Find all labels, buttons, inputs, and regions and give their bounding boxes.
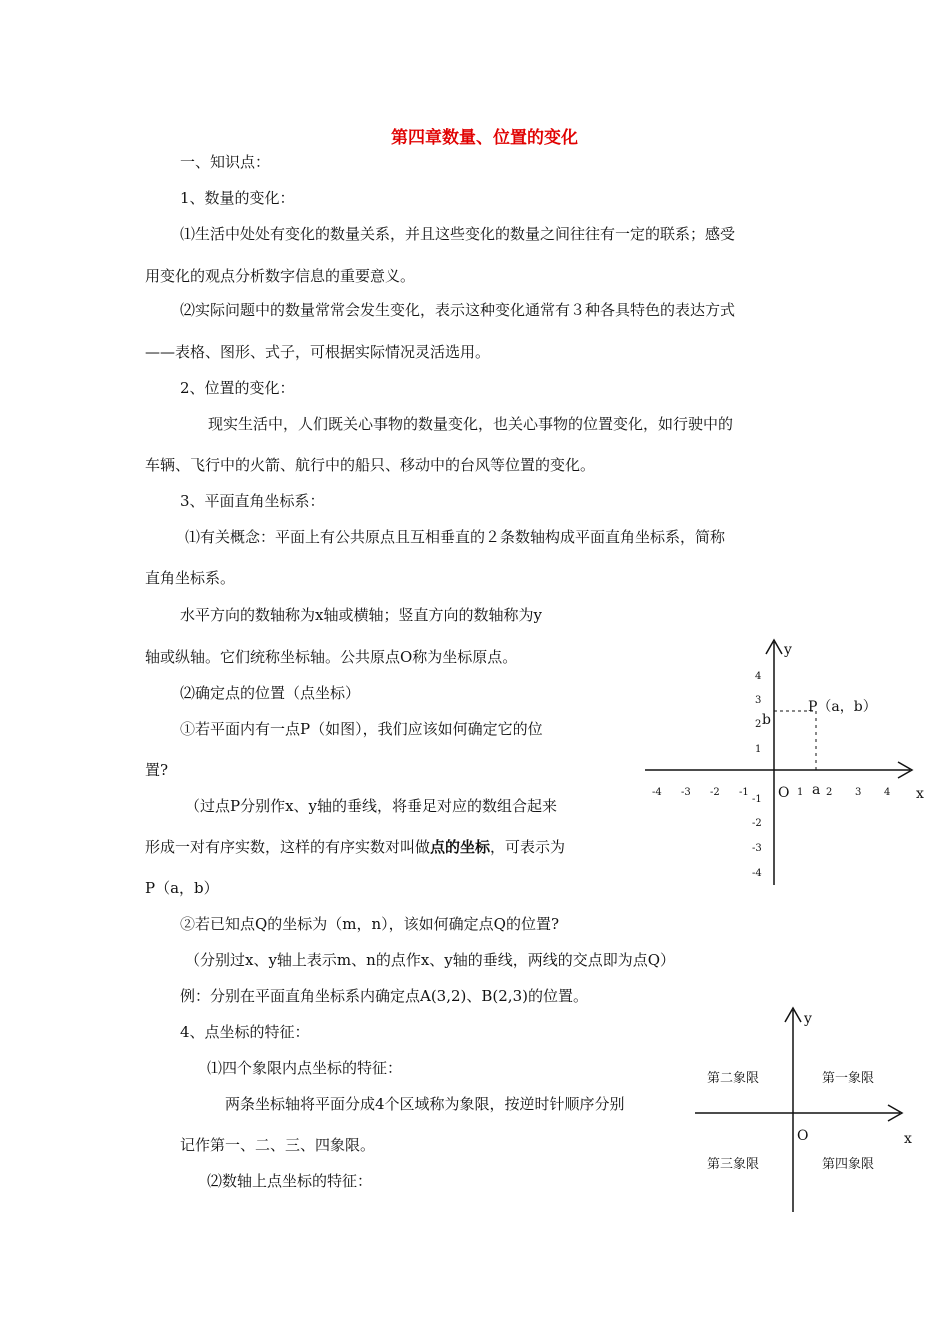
page-title: 第四章数量、位置的变化 (391, 128, 578, 148)
point-p-label: P（a，b） (808, 699, 877, 715)
text-line: ⑴四个象限内点坐标的特征： (207, 1059, 403, 1077)
text-line: 车辆、飞行中的火箭、航行中的船只、移动中的台风等位置的变化。 (145, 456, 596, 474)
text-line: 2、位置的变化： (180, 379, 295, 397)
text-line: 现实生活中，人们既关心事物的数量变化，也关心事物的位置变化，如行驶中的 (208, 415, 734, 433)
text-span: 形成一对有序实数，这样的有序实数对叫做 (145, 838, 431, 856)
x-tick-label: -1 (739, 787, 749, 798)
key-term: 点的坐标 (430, 838, 491, 856)
text-line: （过点P分别作x、y轴的垂线，将垂足对应的数组合起来 (185, 797, 558, 815)
text-line: 3、平面直角坐标系： (180, 492, 325, 510)
text-line: 直角坐标系。 (145, 569, 236, 587)
text-line: P（a，b） (145, 879, 219, 897)
y-tick-label: -1 (752, 794, 762, 805)
y-tick-label: -3 (752, 843, 762, 854)
y-tick-label: 3 (755, 695, 762, 706)
x-tick-label: 1 (797, 787, 804, 798)
b-label: b (762, 712, 771, 728)
text-line: 1、数量的变化： (180, 189, 295, 207)
quadrant-two-label: 第二象限 (707, 1071, 760, 1086)
text-line: 一、知识点： (180, 153, 271, 171)
text-line: （分别过x、y轴上表示m、n的点作x、y轴的垂线，两线的交点即为点Q） (185, 951, 676, 969)
text-line: 两条坐标轴将平面分成4个区域称为象限，按逆时针顺序分别 (225, 1095, 625, 1113)
text-line: 记作第一、二、三、四象限。 (180, 1136, 376, 1154)
text-line: 4、点坐标的特征： (180, 1023, 310, 1041)
quadrant-four-label: 第四象限 (822, 1157, 875, 1172)
quadrant-three-label: 第三象限 (707, 1157, 760, 1172)
x-tick-label: -3 (681, 787, 691, 798)
y-axis-label: y (784, 642, 792, 658)
text-line: 轴或纵轴。它们统称坐标轴。公共原点O称为坐标原点。 (145, 648, 518, 666)
y-tick-label: -2 (752, 818, 762, 829)
x-tick-label: -4 (652, 787, 662, 798)
text-line: ①若平面内有一点P（如图），我们应该如何确定它的位 (180, 720, 543, 738)
text-line: ⑵确定点的位置（点坐标） (180, 684, 361, 702)
x-axis-label: x (916, 786, 924, 802)
x-axis-label: x (904, 1131, 912, 1147)
origin-label: O (797, 1128, 809, 1144)
a-label: a (812, 782, 821, 798)
x-tick-label: 3 (855, 787, 862, 798)
x-axis (695, 1105, 902, 1121)
text-line: ②若已知点Q的坐标为（m，n），该如何确定点Q的位置? (180, 915, 560, 933)
x-tick-label: -2 (710, 787, 720, 798)
text-line: 水平方向的数轴称为x轴或横轴；竖直方向的数轴称为y (180, 606, 542, 624)
x-tick-label: 4 (884, 787, 891, 798)
y-axis-label: y (804, 1011, 812, 1027)
text-span: ，可表示为 (490, 838, 566, 856)
y-axis (785, 1008, 801, 1212)
text-line: ⑵数轴上点坐标的特征： (207, 1172, 373, 1190)
origin-label: O (778, 785, 790, 801)
text-line: ⑵实际问题中的数量常常会发生变化，表示这种变化通常有３种各具特色的表达方式 (180, 301, 736, 319)
text-line: 例：分别在平面直角坐标系内确定点A(3,2)、B(2,3)的位置。 (180, 987, 588, 1005)
text-line: 置? (145, 761, 169, 779)
quadrant-one-label: 第一象限 (822, 1071, 875, 1086)
text-line: ——表格、图形、式子，可根据实际情况灵活选用。 (145, 343, 491, 361)
text-line: 用变化的观点分析数字信息的重要意义。 (145, 267, 416, 285)
y-tick-label: 2 (755, 719, 762, 730)
y-tick-label: -4 (752, 868, 762, 879)
x-tick-label: 2 (826, 787, 833, 798)
text-line: ⑴生活中处处有变化的数量关系，并且这些变化的数量之间往往有一定的联系；感受 (180, 225, 736, 243)
y-tick-label: 1 (755, 744, 762, 755)
y-tick-label: 4 (755, 671, 762, 682)
text-line: ⑴有关概念：平面上有公共原点且互相垂直的２条数轴构成平面直角坐标系，简称 (185, 528, 726, 546)
